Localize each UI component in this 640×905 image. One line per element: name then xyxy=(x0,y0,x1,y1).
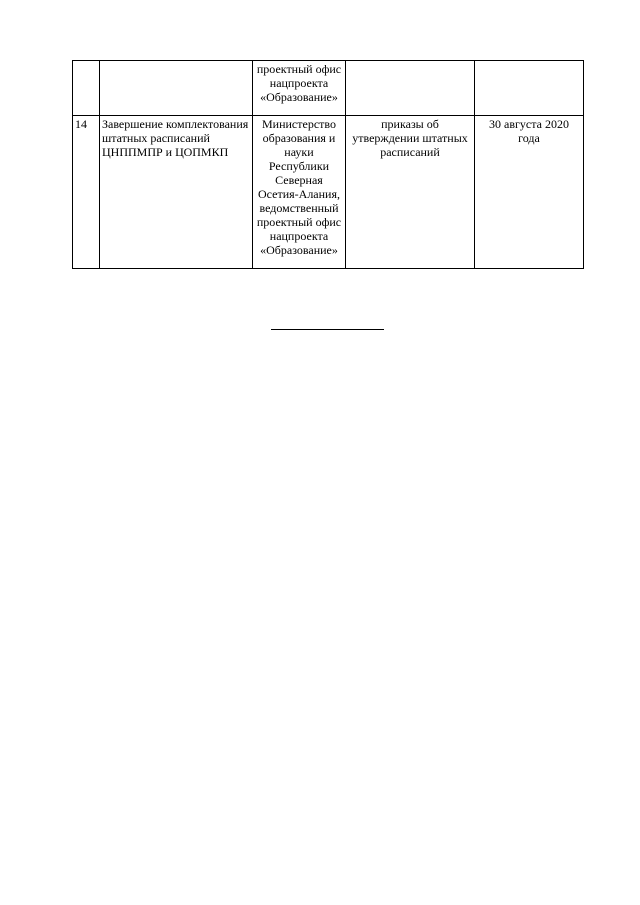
deadline-text: 30 августа 2020 года xyxy=(489,117,569,145)
row-number-cell xyxy=(73,61,100,116)
result-cell xyxy=(346,61,475,116)
result-cell xyxy=(346,116,475,269)
plan-table xyxy=(72,60,584,269)
end-of-document-rule xyxy=(271,329,384,330)
responsible-cell xyxy=(253,116,346,269)
table-row xyxy=(73,116,584,269)
row-number-cell xyxy=(73,116,100,269)
responsible-text: Министерство образования и науки Республики Северная Осетия-Алания, ведомственный проектный офис нацпроекта «Образование» xyxy=(256,117,342,257)
responsible-cell xyxy=(253,61,346,116)
row-number: 14 xyxy=(75,117,87,131)
task-text: Завершение комплектования штатных расписаний ЦНППМПР и ЦОПМКП xyxy=(102,117,249,159)
result-text: приказы об утверждении штатных расписаний xyxy=(352,117,468,159)
responsible-text: проектный офис нацпроекта «Образование» xyxy=(256,62,342,104)
task-cell xyxy=(100,116,253,269)
deadline-cell xyxy=(475,61,584,116)
task-cell xyxy=(100,61,253,116)
deadline-cell xyxy=(475,116,584,269)
table-row xyxy=(73,61,584,116)
